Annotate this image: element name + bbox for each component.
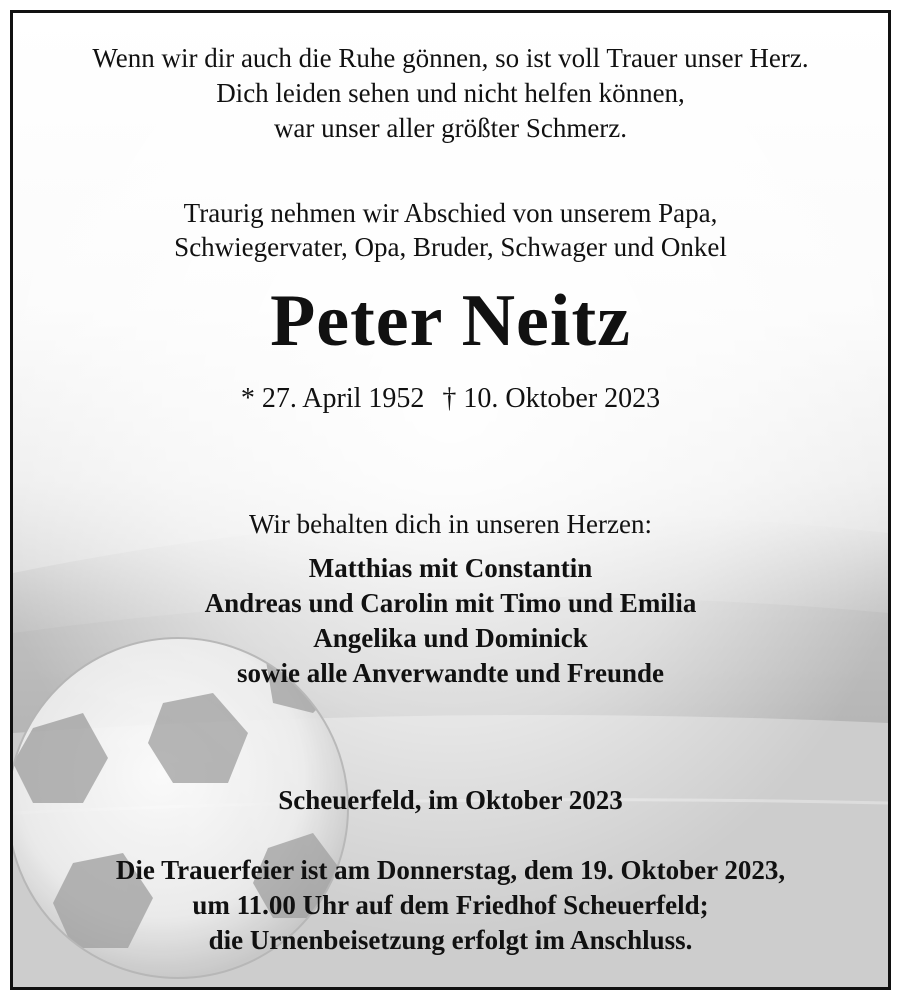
intro-line: Traurig nehmen wir Abschied von unserem Papa,: [183, 198, 718, 228]
life-dates: [13, 382, 888, 416]
place-and-date: Scheuerfeld, im Oktober 2023: [278, 785, 623, 815]
mourners-heading: Wir behalten dich in unseren Herzen:: [249, 509, 652, 539]
funeral-line: die Urnenbeisetzung erfolgt im Anschluss.: [208, 925, 693, 955]
mourner-line: Andreas und Carolin mit Timo und Emilia: [204, 588, 697, 618]
mourner-line: Matthias mit Constantin: [308, 553, 593, 583]
obituary-text: [13, 13, 888, 987]
mourner-line: Angelika und Dominick: [313, 623, 588, 653]
obituary-frame: [10, 10, 891, 990]
birth-date: * 27. April 1952: [240, 383, 425, 414]
funeral-line: um 11.00 Uhr auf dem Friedhof Scheuerfeld;: [192, 890, 709, 920]
death-date: † 10. Oktober 2023: [442, 383, 661, 414]
verse-line: Wenn wir dir auch die Ruhe gönnen, so ist voll Trauer unser Herz.: [92, 43, 809, 73]
funeral-line: Die Trauerfeier ist am Donnerstag, dem 19. Oktober 2023,: [115, 855, 786, 885]
intro-line: Schwiegervater, Opa, Bruder, Schwager und Onkel: [174, 232, 727, 262]
verse-line: war unser aller größter Schmerz.: [273, 113, 628, 143]
verse-line: Dich leiden sehen und nicht helfen können,: [216, 78, 685, 108]
mourner-line: sowie alle Anverwandte und Freunde: [236, 658, 665, 688]
deceased-name: Peter Neitz: [270, 280, 631, 362]
